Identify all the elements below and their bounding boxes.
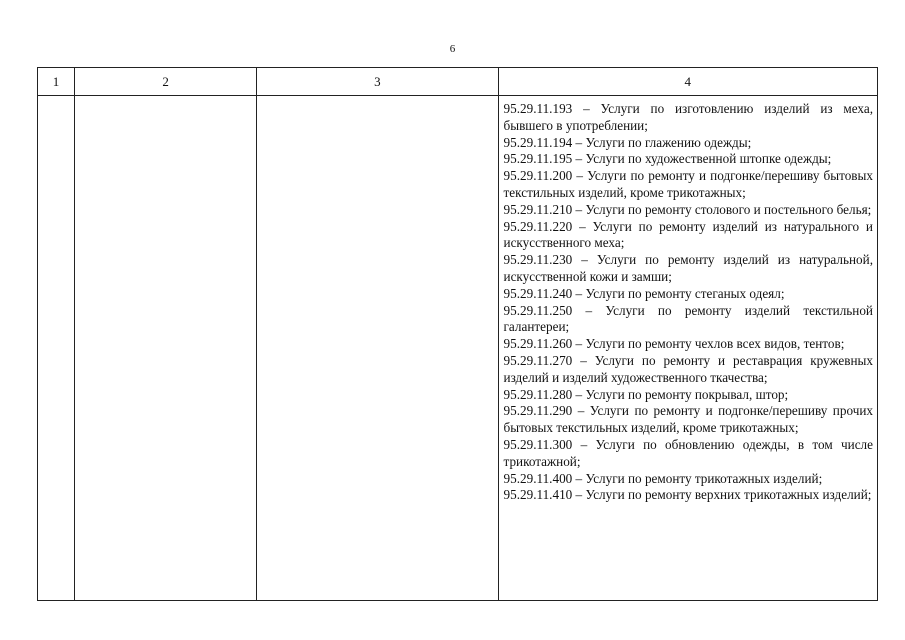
document-table xyxy=(37,67,878,601)
page-number: 6 xyxy=(449,43,456,55)
service-entry: 95.29.11.240 – Услуги по ремонту стеганых одеял; xyxy=(503,285,785,301)
table-header-row xyxy=(38,68,878,96)
service-entry: 95.29.11.210 – Услуги по ремонту столового и постельного белья; xyxy=(503,201,872,217)
service-entry: 95.29.11.400 – Услуги по ремонту трикотажных изделий; xyxy=(503,470,823,486)
table-row xyxy=(38,96,878,601)
service-entry: 95.29.11.230 – Услуги по ремонту изделий из натуральной, искусственной кожи и замши; xyxy=(503,252,873,284)
service-entry: 95.29.11.300 – Услуги по обновлению одежды, в том числе трикотажной; xyxy=(503,436,873,469)
service-entry: 95.29.11.200 – Услуги по ремонту и подгонке/перешиву бытовых текстильных изделий, кроме трикотажных; xyxy=(503,168,873,200)
cell-column-4 xyxy=(498,96,877,601)
service-entry: 95.29.11.290 – Услуги по ремонту и подгонке/перешиву прочих бытовых текстильных изделий, кроме трикотажных; xyxy=(503,403,873,436)
service-entry: 95.29.11.410 – Услуги по ремонту верхних трикотажных изделий; xyxy=(503,487,872,503)
cell-column-1 xyxy=(38,96,75,601)
column-header-1: 1 xyxy=(38,68,75,96)
column-header-2: 2 xyxy=(75,68,257,96)
cell-column-3 xyxy=(257,96,498,601)
service-entry: 95.29.11.195 – Услуги по художественной штопке одежды; xyxy=(503,151,832,167)
service-entry: 95.29.11.193 – Услуги по изготовлению изделий из меха, бывшего в употреблении; xyxy=(503,101,873,133)
cell-column-2 xyxy=(75,96,257,601)
service-entry: 95.29.11.250 – Услуги по ремонту изделий текстильной галантереи; xyxy=(503,302,873,335)
service-entry: 95.29.11.194 – Услуги по глажению одежды; xyxy=(503,134,752,150)
service-entry: 95.29.11.280 – Услуги по ремонту покрывал, штор; xyxy=(503,386,789,402)
service-entry: 95.29.11.220 – Услуги по ремонту изделий из натурального и искусственного меха; xyxy=(503,218,873,251)
service-entry: 95.29.11.260 – Услуги по ремонту чехлов всех видов, тентов; xyxy=(503,336,845,352)
column-header-3: 3 xyxy=(257,68,498,96)
service-entry: 95.29.11.270 – Услуги по ремонту и реставрация кружевных изделий и изделий художественного ткачества; xyxy=(503,352,873,385)
column-header-4: 4 xyxy=(498,68,877,96)
